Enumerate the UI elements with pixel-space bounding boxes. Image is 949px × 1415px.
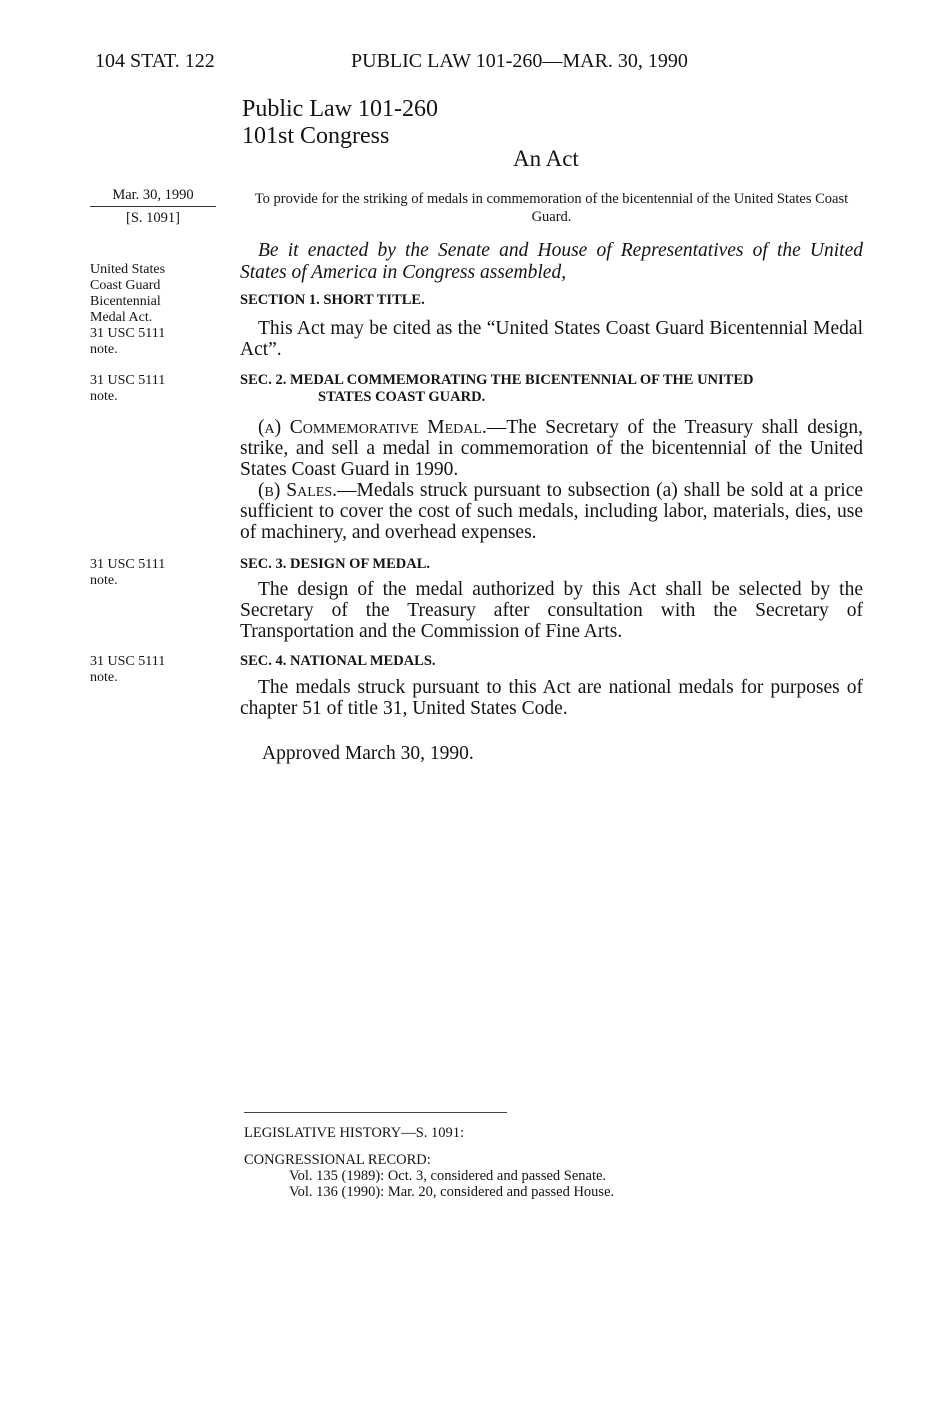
margin-note-line: Bicentennial	[90, 294, 161, 309]
running-head-left: 104 STAT. 122	[95, 50, 215, 72]
margin-note-line: 31 USC 5111	[90, 557, 166, 572]
purpose-statement: To provide for the striking of medals in commemoration of the bicentennial of the United States Coast Guard.	[254, 191, 849, 225]
margin-note-line: note.	[90, 573, 118, 588]
section-3-text: The design of the medal authorized by this Act shall be selected by the Secretary of the Treasury after consultation with the Secretary of Transportation and the Commission of Fine Arts.	[240, 579, 863, 642]
enacting-clause: Be it enacted by the Senate and House of Representatives of the United States of America in Congress assembled,	[240, 240, 863, 283]
margin-note-line: note.	[90, 670, 118, 685]
approval-date: Approved March 30, 1990.	[262, 743, 474, 764]
subsection-a-label: (a) Commemorative Medal.	[258, 417, 487, 438]
subsection-b-text: —Medals struck pursuant to subsection (a) shall be sold at a price sufficient to cover the cost of such medals, including labor, materials, dies, use of machinery, and overhead expenses.	[240, 480, 864, 543]
legislative-history-title: LEGISLATIVE HISTORY—S. 1091:	[244, 1125, 465, 1141]
margin-note-sec3	[90, 557, 165, 589]
section-2-subsection-a	[240, 417, 863, 480]
margin-note-sec2	[90, 373, 165, 405]
section-4-heading: SEC. 4. NATIONAL MEDALS.	[240, 653, 436, 669]
margin-note-sec4	[90, 654, 165, 686]
section-2-heading-line2: STATES COAST GUARD.	[318, 389, 486, 405]
bill-number: [S. 1091]	[126, 210, 180, 226]
margin-note-line: Medal Act.	[90, 310, 153, 325]
section-1-heading: SECTION 1. SHORT TITLE.	[240, 292, 425, 308]
congressional-record-entry: Vol. 136 (1990): Mar. 20, considered and passed House.	[289, 1184, 615, 1200]
margin-note-line: note.	[90, 342, 118, 357]
section-1-text: This Act may be cited as the “United States Coast Guard Bicentennial Medal Act”.	[240, 318, 863, 360]
act-heading: An Act	[513, 146, 579, 171]
section-2-subsection-b	[240, 480, 863, 543]
subsection-a-text: —The Secretary of the Treasury shall design, strike, and sell a medal in commemoration of the bicentennial of the United States Coast Guard in 1990.	[240, 417, 863, 480]
margin-note-line: note.	[90, 389, 118, 404]
margin-note-line: United States	[90, 262, 166, 277]
date-block	[90, 187, 216, 227]
congressional-record-label: CONGRESSIONAL RECORD:	[244, 1152, 431, 1168]
section-2-heading-line1: SEC. 2. MEDAL COMMEMORATING THE BICENTENNIAL OF THE UNITED	[240, 372, 754, 388]
running-head-right: PUBLIC LAW 101-260—MAR. 30, 1990	[351, 50, 688, 72]
congress-title: 101st Congress	[242, 123, 390, 149]
congressional-record-entry: Vol. 135 (1989): Oct. 3, considered and passed Senate.	[289, 1168, 607, 1184]
margin-note-line: 31 USC 5111	[90, 373, 166, 388]
section-4-text: The medals struck pursuant to this Act are national medals for purposes of chapter 51 of title 31, United States Code.	[240, 677, 863, 719]
margin-note-line: 31 USC 5111	[90, 654, 166, 669]
margin-note-line: 31 USC 5111	[90, 326, 166, 341]
section-2-heading	[240, 372, 863, 406]
law-title: Public Law 101-260	[242, 96, 438, 122]
enactment-date: Mar. 30, 1990	[90, 187, 216, 207]
subsection-b-label: (b) Sales.	[258, 480, 338, 501]
section-3-heading: SEC. 3. DESIGN OF MEDAL.	[240, 556, 431, 572]
legislative-history-rule	[244, 1112, 507, 1113]
margin-note-line: Coast Guard	[90, 278, 161, 293]
margin-note-short-title	[90, 262, 165, 358]
